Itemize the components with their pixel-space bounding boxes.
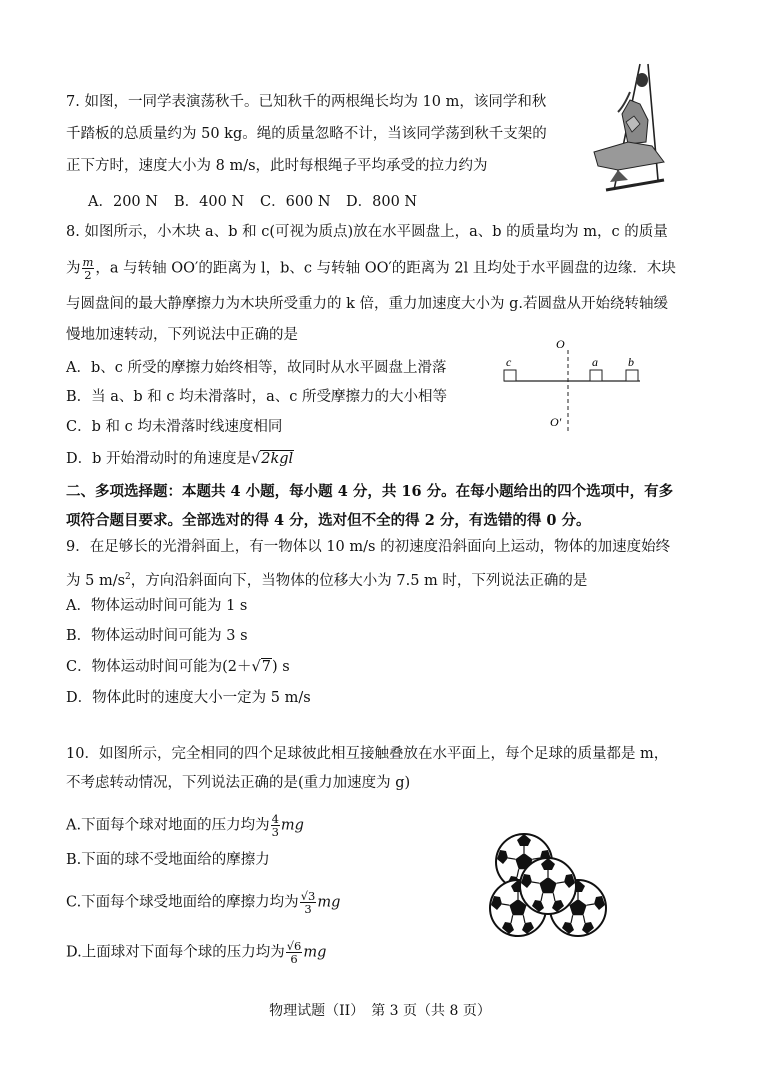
q8-fraction-numerator: m <box>82 255 94 269</box>
q9-superscript: 2 <box>125 572 131 582</box>
axis-label-o-prime: O′ <box>550 415 562 429</box>
q10-option-c-fraction <box>300 890 317 915</box>
q7-option-b: B．400 N <box>174 194 245 210</box>
q7-options <box>88 192 432 212</box>
q8-option-c: C．b 和 c 均未滑落时线速度相同 <box>66 419 283 435</box>
q8-line-3: 与圆盘间的最大静摩擦力为木块所受重力的 k 倍，重力加速度大小为 g.若圆盘从开始绕转轴缓 <box>66 296 669 312</box>
block-label-c: c <box>506 355 512 369</box>
fraction-denominator: 6 <box>290 952 298 966</box>
axis-label-o: O <box>556 337 565 351</box>
q10-line-1: 10．如图所示，完全相同的四个足球彼此相互接触叠放在水平面上，每个足球的质量都是 m， <box>66 746 669 762</box>
q10-line-2: 不考虑转动情况，下列说法正确的是(重力加速度为 g) <box>66 775 411 791</box>
q10-option-d-fraction <box>286 940 303 965</box>
fraction-numerator: √3 <box>300 889 316 903</box>
q8-line-4: 慢地加速转动，下列说法中正确的是 <box>66 327 298 343</box>
q10-option-d-suffix: mg <box>303 944 327 961</box>
q9-option-c-suffix: ) s <box>271 659 290 675</box>
page-footer: 物理试题（II） 第 3 页（共 8 页） <box>269 1003 491 1019</box>
fraction-numerator: √6 <box>286 939 302 953</box>
q9-line-2-suffix: ，方向沿斜面向下，当物体的位移大小为 7.5 m 时，下列说法正确的是 <box>130 572 588 589</box>
q8-line-2 <box>66 256 676 281</box>
sqrt-radicand: 6 <box>294 939 302 953</box>
q10-option-d <box>66 940 326 965</box>
q10-option-d-prefix: D.上面球对下面每个球的压力均为 <box>66 944 285 961</box>
q9-option-a: A．物体运动时间可能为 1 s <box>66 598 248 614</box>
q7-option-c: C．600 N <box>260 194 331 210</box>
q9-line-2-prefix: 为 5 m/s <box>66 572 126 589</box>
q8-option-b: B．当 a、b 和 c 均未滑落时，a、c 所受摩擦力的大小相等 <box>66 389 448 405</box>
q10-option-c-prefix: C.下面每个球受地面给的摩擦力均为 <box>66 894 299 911</box>
q8-line-1: 8. 如图所示，小木块 a、b 和 c(可视为质点)放在水平圆盘上，a、b 的质量均为 m，c 的质量 <box>66 224 668 240</box>
q8-fraction-denominator: 2 <box>84 268 92 282</box>
q8-line-2-suffix: ，a 与转轴 OO′的距离为 l，b、c 与转轴 OO′的距离为 2l 且均处于水平圆盘的边缘．木块 <box>95 260 676 277</box>
q7-line-3: 正下方时，速度大小为 8 m/s，此时每根绳子平均承受的拉力约为 <box>66 158 488 174</box>
q7-option-a: A．200 N <box>88 194 158 210</box>
q8-option-d-prefix: D．b 开始滑动时的角速度是 <box>66 451 252 467</box>
q8-line-2-prefix: 为 <box>66 260 81 277</box>
q10-option-c <box>66 890 340 915</box>
block-label-a: a <box>592 355 598 369</box>
q9-option-c-radicand: 7 <box>261 659 271 675</box>
fraction-denominator: 3 <box>271 825 279 839</box>
q9-option-c <box>66 657 290 677</box>
turntable-diagram <box>496 334 656 434</box>
q10-option-a-fraction <box>271 813 280 838</box>
fraction-numerator: 4 <box>271 812 279 826</box>
sqrt-sign: √ <box>251 451 261 467</box>
q10-option-b: B.下面的球不受地面给的摩擦力 <box>66 852 270 868</box>
q10-option-c-suffix: mg <box>317 894 341 911</box>
sqrt-radicand: 3 <box>308 889 316 903</box>
q10-option-a-suffix: mg <box>280 817 304 834</box>
q8-option-d-radicand: 2kgl <box>261 451 294 467</box>
q10-option-a-prefix: A.下面每个球对地面的压力均为 <box>66 817 270 834</box>
q9-option-d: D．物体此时的速度大小一定为 5 m/s <box>66 690 311 706</box>
q7-option-d: D．800 N <box>346 194 418 210</box>
block-label-b: b <box>628 355 634 369</box>
q7-line-1: 7. 如图，一同学表演荡秋千。已知秋千的两根绳长均为 10 m，该同学和秋 <box>66 94 547 110</box>
q8-option-a: A．b、c 所受的摩擦力始终相等，故同时从水平圆盘上滑落 <box>66 360 447 376</box>
section-2-heading-line-2: 项符合题目要求。全部选对的得 4 分，选对但不全的得 2 分，有选错的得 0 分。 <box>66 512 591 529</box>
soccer-balls-illustration <box>488 828 608 940</box>
fraction-denominator: 3 <box>304 902 312 916</box>
sqrt-sign: √ <box>251 659 261 675</box>
q7-line-2: 千踏板的总质量约为 50 kg。绳的质量忽略不计，当该同学荡到秋千支架的 <box>66 126 547 142</box>
q9-line-2 <box>66 567 587 591</box>
q8-option-d <box>66 449 294 469</box>
section-2-heading-line-1: 二、多项选择题：本题共 4 小题，每小题 4 分，共 16 分。在每小题给出的四个选项中，有多 <box>66 483 674 500</box>
swing-illustration <box>588 62 680 212</box>
soccer-ball-middle <box>520 858 576 914</box>
q9-line-1: 9．在足够长的光滑斜面上，有一物体以 10 m/s 的初速度沿斜面向上运动，物体的加速度始终 <box>66 539 671 555</box>
q9-option-b: B．物体运动时间可能为 3 s <box>66 628 248 644</box>
q10-option-a <box>66 813 304 838</box>
q8-mass-fraction <box>82 256 95 281</box>
q9-option-c-prefix: C．物体运动时间可能为(2＋ <box>66 659 252 675</box>
